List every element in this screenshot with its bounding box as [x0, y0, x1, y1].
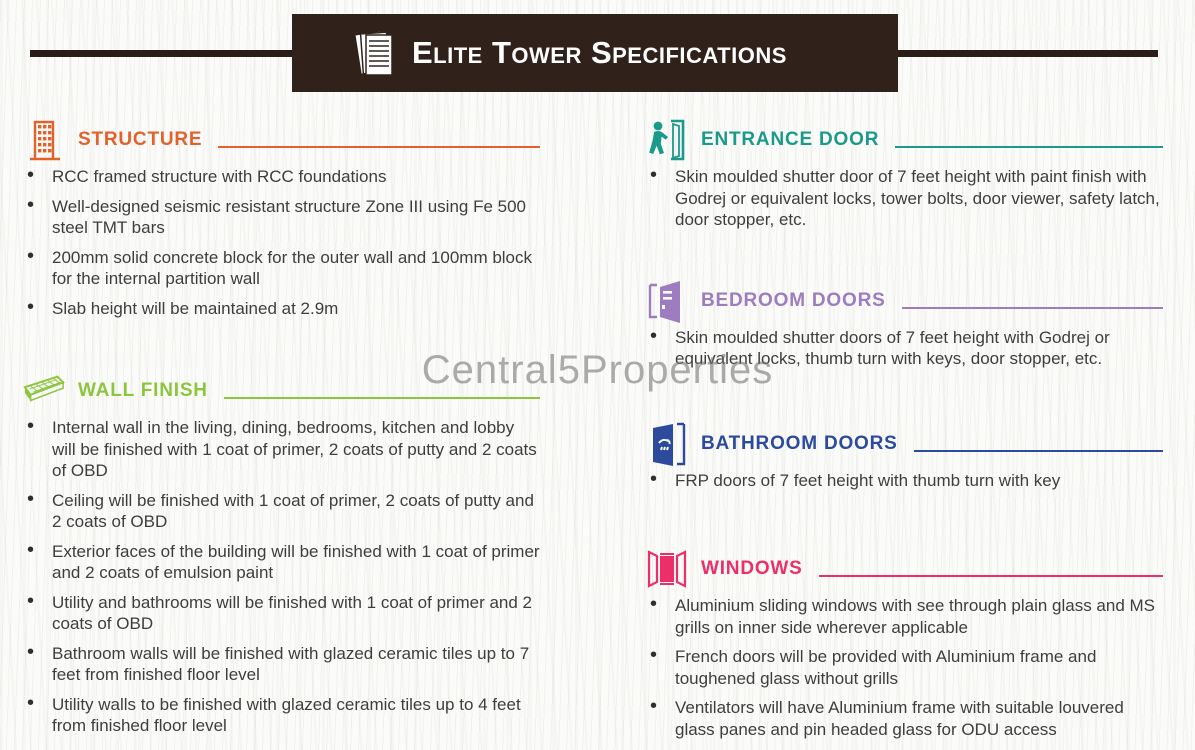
bullet-item: • Skin moulded shutter door of 7 feet height with paint finish with Godrej or equivalent locks, tower bolts, door viewer, safety latch, door stopper, etc.: [645, 166, 1165, 231]
section-underline: [819, 575, 1163, 577]
section-title: ENTRANCE DOOR: [701, 129, 880, 150]
bullet-list: [645, 595, 1165, 740]
bullet-item: • Ventilators will have Aluminium frame with suitable louvered glass panes and pin headed glass for ODU access: [645, 697, 1165, 740]
bullet-list: [645, 470, 1165, 492]
person-entering-door-icon: [645, 118, 689, 162]
section-bedroom-doors: [645, 279, 1165, 370]
section-underline: [218, 146, 540, 148]
bullet-item: • Ceiling will be finished with 1 coat of primer, 2 coats of putty and 2 coats of OBD: [22, 490, 542, 533]
section-title: STRUCTURE: [78, 129, 203, 150]
section-title: WINDOWS: [701, 558, 803, 579]
section-header: [645, 422, 1165, 466]
section-underline: [224, 397, 540, 399]
watermark: Central5Properties: [421, 348, 774, 392]
bullet-item: • Exterior faces of the building will be finished with 1 coat of primer and 2 coats of emulsion paint: [22, 541, 542, 584]
bullet-list: [22, 166, 542, 319]
section-windows: [645, 547, 1165, 740]
bullet-item: • French doors will be provided with Aluminium frame and toughened glass without grills: [645, 646, 1165, 689]
section-entrance-door: [645, 118, 1165, 231]
documents-stack-icon: [352, 24, 398, 82]
section-underline: [902, 307, 1163, 309]
bullet-item: • 200mm solid concrete block for the outer wall and 100mm block for the internal partition wall: [22, 247, 542, 290]
bullet-list: [22, 417, 542, 737]
bullet-list: [645, 327, 1165, 370]
section-structure: [22, 118, 542, 319]
bullet-item: • Utility walls to be finished with glazed ceramic tiles up to 4 feet from finished floor level: [22, 694, 542, 737]
left-column: [22, 118, 542, 745]
building-icon: [22, 118, 66, 162]
section-title: WALL FINISH: [78, 380, 208, 401]
section-title: BATHROOM DOORS: [701, 432, 898, 454]
bullet-item: • Internal wall in the living, dining, bedrooms, kitchen and lobby will be finished with 1 coat of primer, 2 coats of putty and 2 coats of OBD: [22, 417, 542, 482]
bullet-item: • FRP doors of 7 feet height with thumb turn with key: [645, 470, 1165, 492]
open-door-icon: [645, 279, 689, 323]
bullet-item: • Utility and bathrooms will be finished with 1 coat of primer and 2 coats of OBD: [22, 592, 542, 635]
bullet-item: • Slab height will be maintained at 2.9m: [22, 298, 542, 320]
bullet-item: • Aluminium sliding windows with see through plain glass and MS grills on inner side wherever applicable: [645, 595, 1165, 638]
shower-door-icon: [645, 422, 689, 466]
bullet-item: • Skin moulded shutter doors of 7 feet height with Godrej or equivalent locks, thumb turn with keys, door stopper, etc.: [645, 327, 1165, 370]
bullet-list: [645, 166, 1165, 231]
section-header: [645, 547, 1165, 591]
bullet-item: • Well-designed seismic resistant structure Zone III using Fe 500 steel TMT bars: [22, 196, 542, 239]
page-title: Elite Tower Specifications: [412, 35, 787, 70]
bullet-item: • RCC framed structure with RCC foundations: [22, 166, 542, 188]
section-title: BEDROOM DOORS: [701, 289, 886, 311]
section-header: [645, 279, 1165, 323]
section-wall-finish: [22, 369, 542, 737]
bullet-item: • Bathroom walls will be finished with glazed ceramic tiles up to 7 feet from finished floor level: [22, 643, 542, 686]
section-bathroom-doors: [645, 422, 1165, 492]
section-header: [645, 118, 1165, 162]
section-header: [22, 118, 542, 162]
section-underline: [914, 450, 1163, 452]
section-underline: [895, 146, 1163, 148]
right-column: [645, 118, 1165, 748]
brick-wall-icon: [22, 369, 66, 413]
open-window-icon: [645, 547, 689, 591]
section-header: [22, 369, 542, 413]
header-banner: [292, 14, 898, 92]
